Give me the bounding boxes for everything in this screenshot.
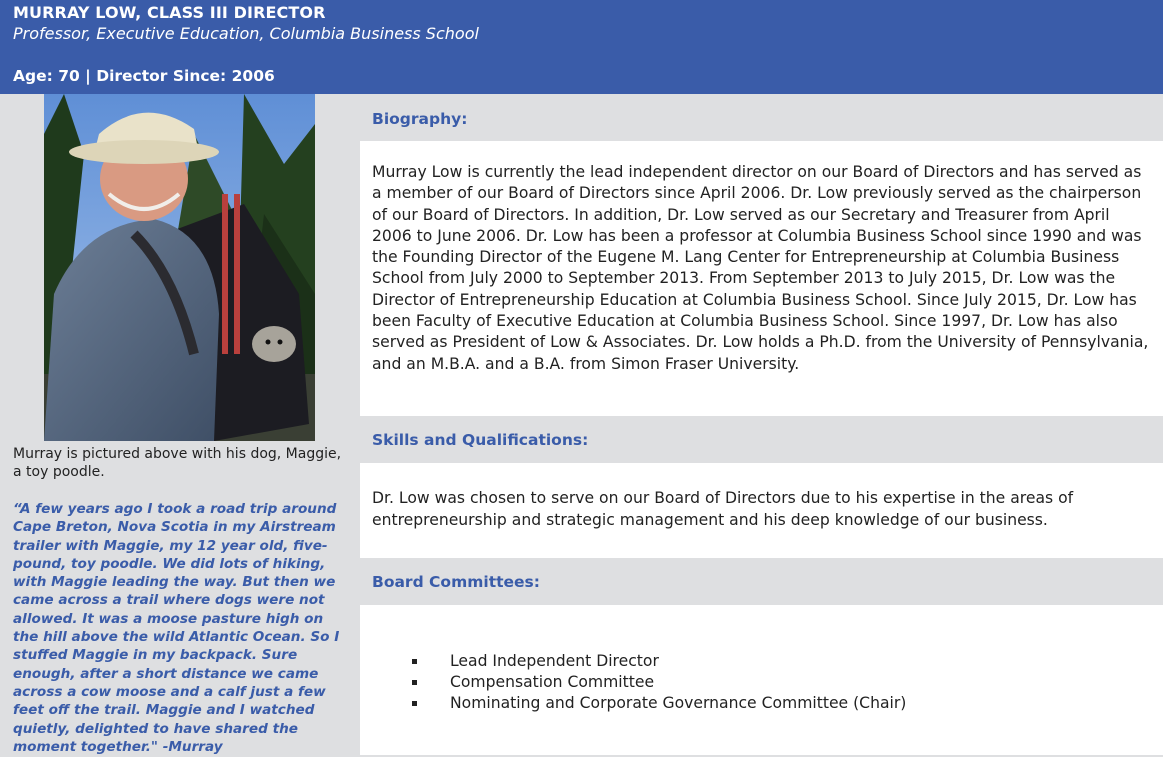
- bullet-icon: [412, 659, 417, 664]
- director-photo: [44, 94, 315, 441]
- director-role: Professor, Executive Education, Columbia Business School: [13, 24, 479, 43]
- skills-text: Dr. Low was chosen to serve on our Board of Directors due to his expertise in the areas of entrepreneurship and strategic management and his deep knowledge of our business.: [372, 489, 1074, 529]
- committee-name: Compensation Committee: [450, 673, 655, 691]
- committee-name: Nominating and Corporate Governance Committee (Chair): [450, 694, 907, 712]
- director-name: MURRAY LOW, CLASS III DIRECTOR: [13, 3, 326, 22]
- committees-section: [360, 605, 1163, 755]
- committees-heading-bar: [360, 558, 1163, 605]
- committees-heading: Board Committees:: [372, 573, 540, 591]
- skills-heading: Skills and Qualifications:: [372, 431, 589, 449]
- bullet-icon: [412, 701, 417, 706]
- director-age-tenure: Age: 70 | Director Since: 2006: [13, 67, 275, 85]
- committee-name: Lead Independent Director: [450, 652, 659, 670]
- skills-heading-bar: [360, 416, 1163, 463]
- photo-caption: Murray is pictured above with his dog, Maggie, a toy poodle.: [13, 446, 342, 480]
- biography-heading: Biography:: [372, 110, 468, 128]
- sidebar-panel: [0, 94, 360, 757]
- biography-section: [360, 141, 1163, 416]
- biography-text: Murray Low is currently the lead independent director on our Board of Directors and has served as a member of our Board of Directors since April 2006. Dr. Low previously served as the chairperson of our Board of Directors. In addition, Dr. Low served as our Secretary and Treasurer from April 2006 to June 2006. Dr. Low has been a professor at Columbia Business School since 1990 and was the Founding Director of the Eugene M. Lang Center for Entrepreneurship at Columbia Business School from July 2000 to September 2013. From September 2013 to July 2015, Dr. Low was the Director of Entrepreneurship Education at Columbia Business School. Since July 2015, Dr. Low has been Faculty of Executive Education at Columbia Business School. Since 1997, Dr. Low has also served as President of Low & Associates. Dr. Low holds a Ph.D. from the University of Pennsylvania, and an M.B.A. and a B.A. from Simon Fraser University.: [372, 163, 1149, 373]
- biography-heading-bar: [360, 94, 1163, 141]
- bullet-icon: [412, 680, 417, 685]
- skills-section: [360, 463, 1163, 558]
- personal-quote: “A few years ago I took a road trip around Cape Breton, Nova Scotia in my Airstream trailer with Maggie, my 12 year old, five-pound, toy poodle. We did lots of hiking, with Maggie leading the way. But then we came across a trail where dogs were not allowed. It was a moose pasture high on the hill above the wild Atlantic Ocean. So I stuffed Maggie in my backpack. Sure enough, after a short distance we came across a cow moose and a calf just a few feet off the trail. Maggie and I watched quietly, delighted to have shared the moment together." -Murray: [13, 501, 340, 755]
- profile-header: [0, 0, 1163, 94]
